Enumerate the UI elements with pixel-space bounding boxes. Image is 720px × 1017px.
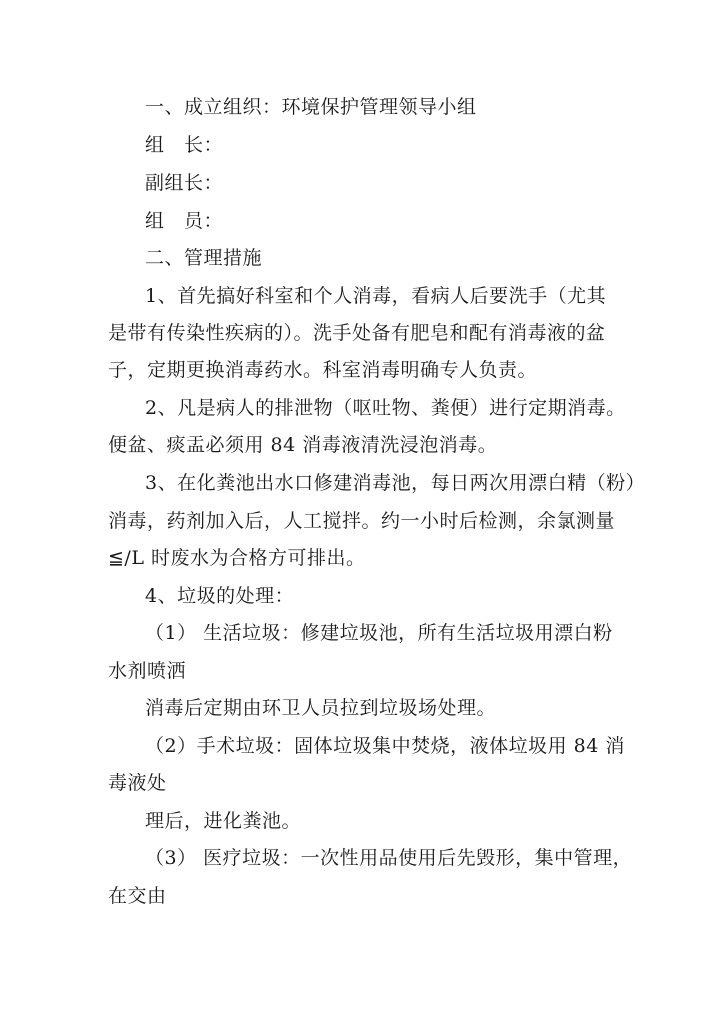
deputy-leader-label: 副组长： [145,172,224,194]
paragraph-line: 水剂喷洒 [108,660,187,682]
paragraph-line: 3、在化粪池出水口修建消毒池，每日两次用漂白精（粉） [145,472,646,494]
paragraph-line: （2）手术垃圾：固体垃圾集中焚烧，液体垃圾用 84 消 [145,735,625,757]
paragraph-line: 1、首先搞好科室和个人消毒，看病人后要洗手（尤其 [145,285,607,307]
paragraph-line: 便盆、痰盂必须用 84 消毒液清洗浸泡消毒。 [108,434,498,456]
paragraph-line: （1） 生活垃圾：修建垃圾池，所有生活垃圾用漂白粉 [145,622,613,644]
paragraph-line: 4、垃圾的处理： [145,585,295,607]
paragraph-line: 在交由 [108,885,167,907]
paragraph-line: 消毒，药剂加入后，人工搅拌。约一小时后检测，余氯测量 [108,510,616,532]
paragraph-line: 毒液处 [108,772,167,794]
paragraph-line: 是带有传染性疾病的）。洗手处备有肥皂和配有消毒液的盆 [108,322,606,344]
section-heading-organization: 一、成立组织：环境保护管理领导小组 [145,96,477,118]
paragraph-line: 理后，进化粪池。 [145,810,302,832]
paragraph-line: 消毒后定期由环卫人员拉到垃圾场处理。 [145,697,497,719]
paragraph-line: 2、凡是病人的排泄物（呕吐物、粪便）进行定期消毒。 [145,397,626,419]
paragraph-line: ≦/L 时废水为合格方可排出。 [108,547,366,569]
team-member-label: 组 员： [145,210,224,232]
paragraph-line: 子，定期更换消毒药水。科室消毒明确专人负责。 [108,359,538,381]
paragraph-line: （3） 医疗垃圾：一次性用品使用后先毁形，集中管理， [145,847,633,869]
team-leader-label: 组 长： [145,134,224,156]
section-heading-measures: 二、管理措施 [145,247,263,269]
